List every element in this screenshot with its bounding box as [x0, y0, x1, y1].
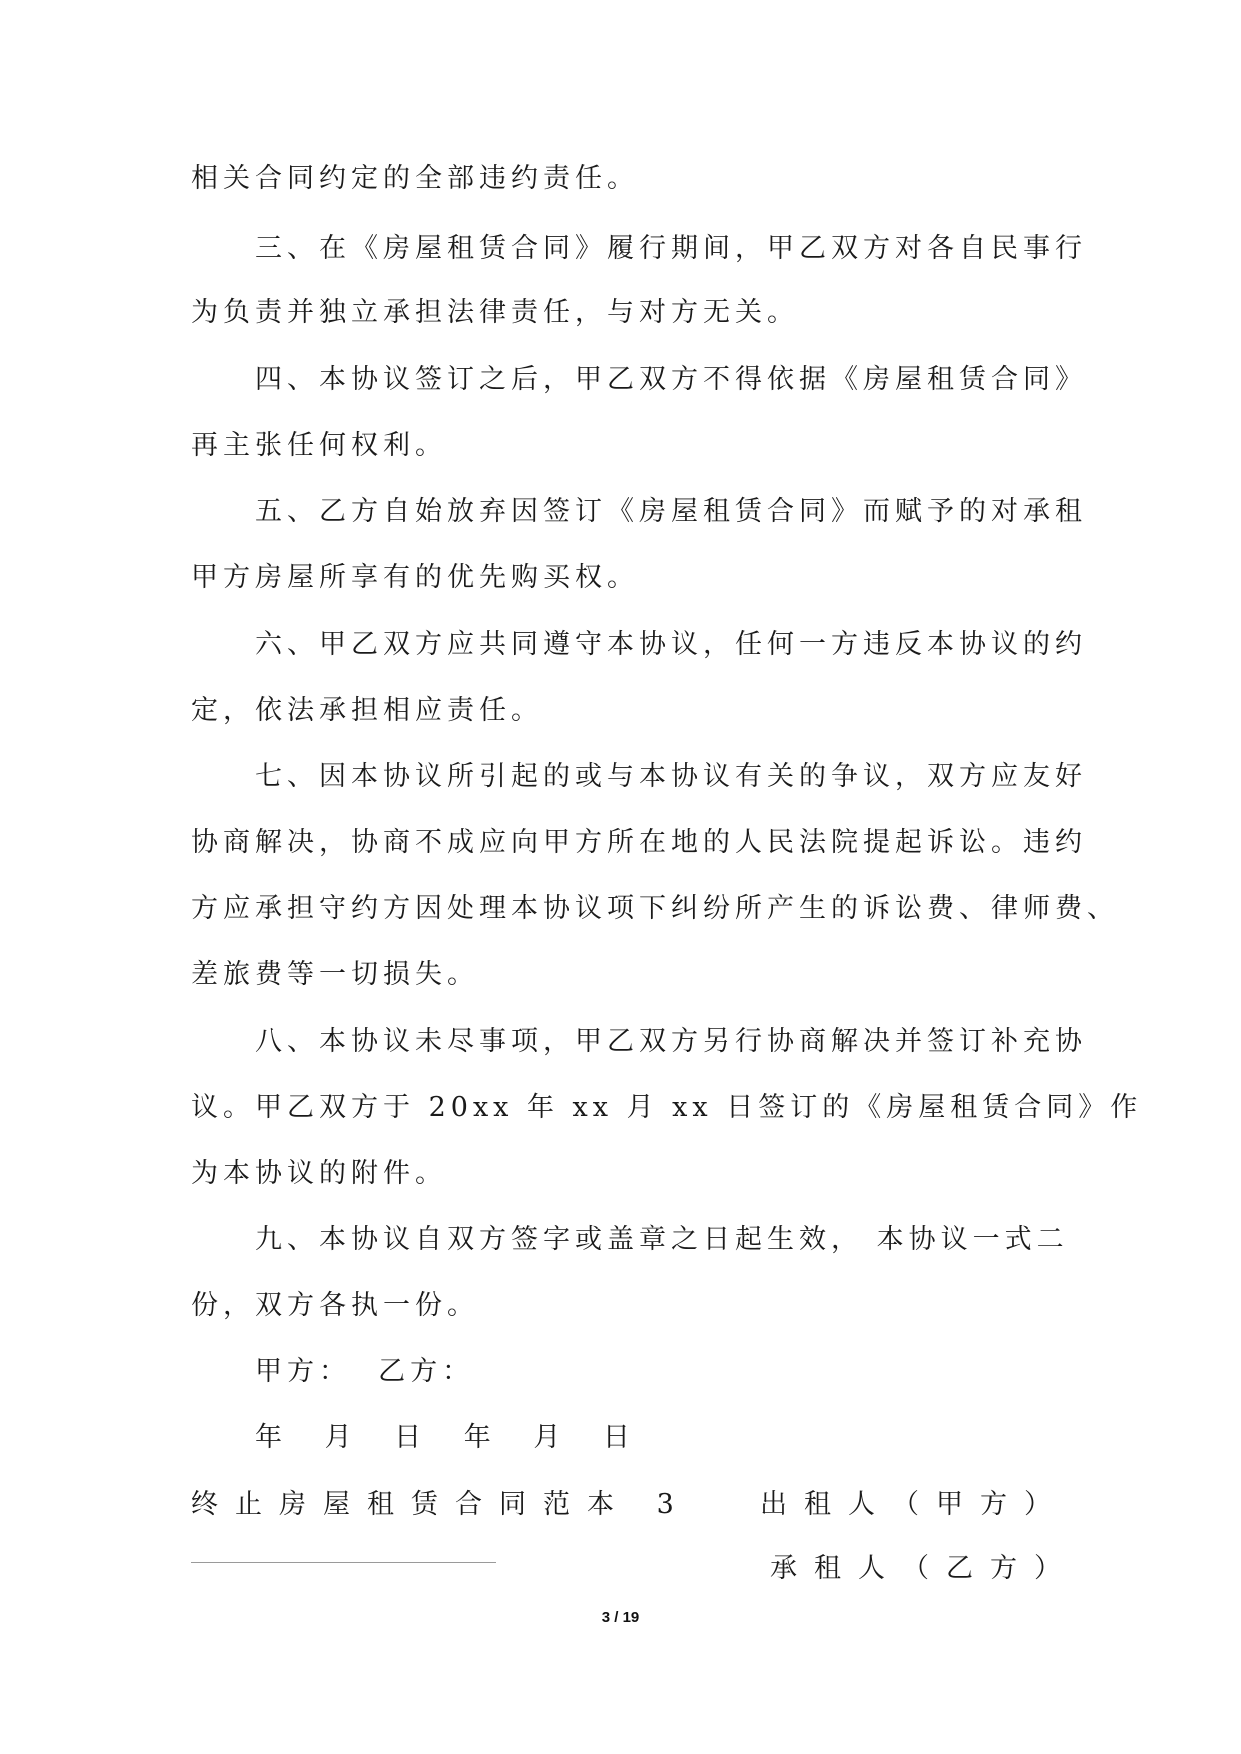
paragraph-9-line-2: 份，双方各执一份。: [191, 1290, 479, 1321]
lessee-label: 承租人（乙方）: [770, 1553, 1078, 1584]
paragraph-7-line-2: 协商解决，协商不成应向甲方所在地的人民法院提起诉讼。违约: [191, 827, 1087, 858]
signature-parties: 甲方： 乙方：: [255, 1356, 475, 1387]
paragraph-8-line-1: 八、本协议未尽事项，甲乙双方另行协商解决并签订补充协: [255, 1026, 1087, 1057]
paragraph-7-line-4: 差旅费等一切损失。: [191, 959, 479, 990]
paragraph-4-line-1: 四、本协议签订之后，甲乙双方不得依据《房屋租赁合同》: [255, 364, 1087, 395]
paragraph-9-line-1: 九、本协议自双方签字或盖章之日起生效， 本协议一式二: [255, 1224, 1069, 1255]
next-section-title: 终止房屋租赁合同范本 3: [191, 1489, 691, 1520]
paragraph-5-line-2: 甲方房屋所享有的优先购买权。: [191, 562, 639, 593]
paragraph-3-line-1: 三、在《房屋租赁合同》履行期间，甲乙双方对各自民事行: [255, 233, 1087, 264]
paragraph-2-line-1: 相关合同约定的全部违约责任。: [191, 163, 639, 194]
paragraph-8-line-2: 议。甲乙双方于 20xx 年 xx 月 xx 日签订的《房屋租赁合同》作: [191, 1092, 1143, 1123]
lessor-label: 出租人（甲方）: [760, 1489, 1068, 1520]
paragraph-5-line-1: 五、乙方自始放弃因签订《房屋租赁合同》而赋予的对承租: [255, 496, 1087, 527]
signature-dates: 年 月 日 年 月 日: [255, 1422, 647, 1453]
paragraph-6-line-2: 定，依法承担相应责任。: [191, 695, 543, 726]
paragraph-4-line-2: 再主张任何权利。: [191, 430, 447, 461]
paragraph-7-line-1: 七、因本协议所引起的或与本协议有关的争议，双方应友好: [255, 761, 1087, 792]
underline-rule: [191, 1562, 496, 1563]
paragraph-3-line-2: 为负责并独立承担法律责任，与对方无关。: [191, 297, 799, 328]
paragraph-6-line-1: 六、甲乙双方应共同遵守本协议，任何一方违反本协议的约: [255, 629, 1087, 660]
paragraph-8-line-3: 为本协议的附件。: [191, 1158, 447, 1189]
paragraph-7-line-3: 方应承担守约方因处理本协议项下纠纷所产生的诉讼费、律师费、: [191, 893, 1119, 924]
page-number: 3 / 19: [601, 1609, 640, 1626]
